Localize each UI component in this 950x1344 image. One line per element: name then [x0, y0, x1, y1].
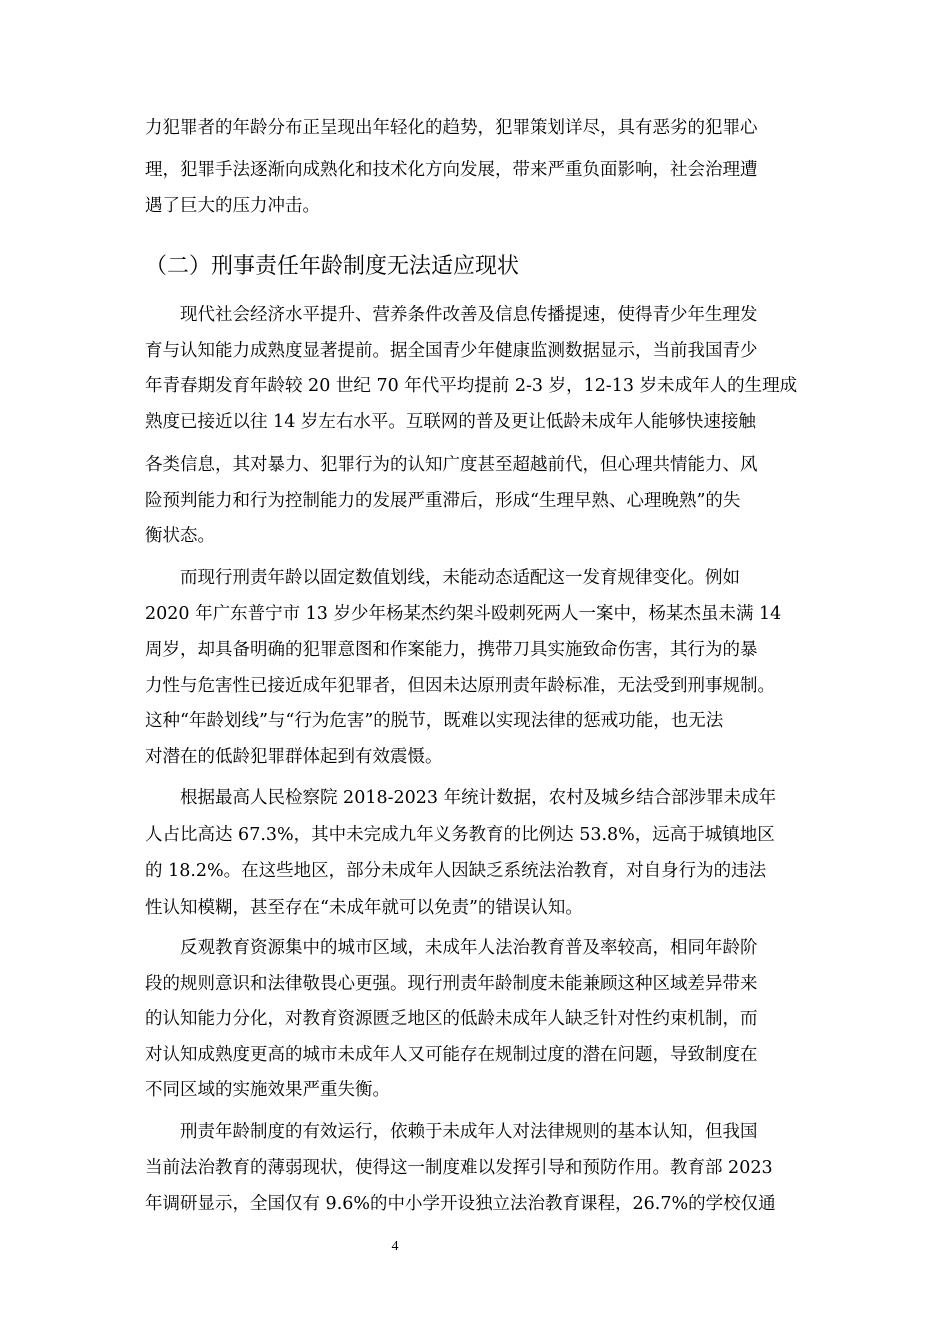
body-text-line: 反观教育资源集中的城市区域，未成年人法治教育普及率较高，相同年龄阶	[180, 938, 758, 958]
body-text-line: 熟度已接近以往 14 岁左右水平。互联网的普及更让低龄未成年人能够快速接触	[145, 412, 756, 432]
page-number: 4	[391, 1239, 399, 1254]
body-text-line: 的 18.2%。在这些地区，部分未成年人因缺乏系统法治教育，对自身行为的违法	[145, 861, 767, 881]
body-text-line: 刑责年龄制度的有效运行，依赖于未成年人对法律规则的基本认知，但我国	[180, 1122, 758, 1142]
body-text-line: 力犯罪者的年龄分布正呈现出年轻化的趋势，犯罪策划详尽，具有恶劣的犯罪心	[145, 118, 758, 138]
body-text-line: 育与认知能力成熟度显著提前。据全国青少年健康监测数据显示，当前我国青少	[145, 341, 758, 361]
body-text-line: 人占比高达 67.3%，其中未完成九年义务教育的比例达 53.8%，远高于城镇地区	[145, 825, 775, 845]
body-text-line: 2020 年广东普宁市 13 岁少年杨某杰约架斗殴刺死两人一案中，杨某杰虽未满 14	[145, 604, 782, 624]
body-text-line: 性认知模糊，甚至存在“未成年就可以免责”的错误认知。	[145, 898, 583, 918]
body-text-line: 理，犯罪手法逐渐向成熟化和技术化方向发展，带来严重负面影响，社会治理遭	[145, 160, 758, 180]
body-text-line: 年青春期发育年龄较 20 世纪 70 年代平均提前 2-3 岁，12-13 岁未成年人的生理成	[145, 376, 798, 396]
body-text-line: 遇了巨大的压力冲击。	[145, 196, 320, 216]
body-text-line: 这种“年龄划线”与“行为危害”的脱节，既难以实现法律的惩戒功能，也无法	[145, 711, 724, 731]
body-text-line: 险预判能力和行为控制能力的发展严重滞后，形成“生理早熟、心理晚熟”的失	[145, 491, 741, 511]
body-text-line: 不同区域的实施效果严重失衡。	[145, 1080, 390, 1100]
body-text-line: 力性与危害性已接近成年犯罪者，但因未达原刑责年龄标准，无法受到刑事规制。	[145, 676, 775, 696]
section-heading: （二）刑事责任年龄制度无法适应现状	[145, 254, 520, 279]
body-text-line: 的认知能力分化，对教育资源匮乏地区的低龄未成年人缺乏针对性约束机制，而	[145, 1009, 758, 1029]
body-text-line: 年调研显示，全国仅有 9.6%的中小学开设独立法治教育课程，26.7%的学校仅通	[145, 1194, 776, 1214]
body-text-line: 当前法治教育的薄弱现状，使得这一制度难以发挥引导和预防作用。教育部 2023	[145, 1158, 773, 1178]
body-text-line: 对潜在的低龄犯罪群体起到有效震慑。	[145, 747, 443, 767]
body-text-line: 根据最高人民检察院 2018-2023 年统计数据，农村及城乡结合部涉罪未成年	[180, 788, 777, 808]
body-text-line: 各类信息，其对暴力、犯罪行为的认知广度甚至超越前代，但心理共情能力、风	[145, 455, 758, 475]
body-text-line: 现代社会经济水平提升、营养条件改善及信息传播提速，使得青少年生理发	[180, 305, 758, 325]
body-text-line: 而现行刑责年龄以固定数值划线，未能动态适配这一发育规律变化。例如	[180, 568, 740, 588]
body-text-line: 衡状态。	[145, 526, 215, 546]
body-text-line: 段的规则意识和法律敬畏心更强。现行刑责年龄制度未能兼顾这种区域差异带来	[145, 974, 758, 994]
body-text-line: 对认知成熟度更高的城市未成年人又可能存在规制过度的潜在问题，导致制度在	[145, 1045, 758, 1065]
body-text-line: 周岁，却具备明确的犯罪意图和作案能力，携带刀具实施致命伤害，其行为的暴	[145, 640, 758, 660]
